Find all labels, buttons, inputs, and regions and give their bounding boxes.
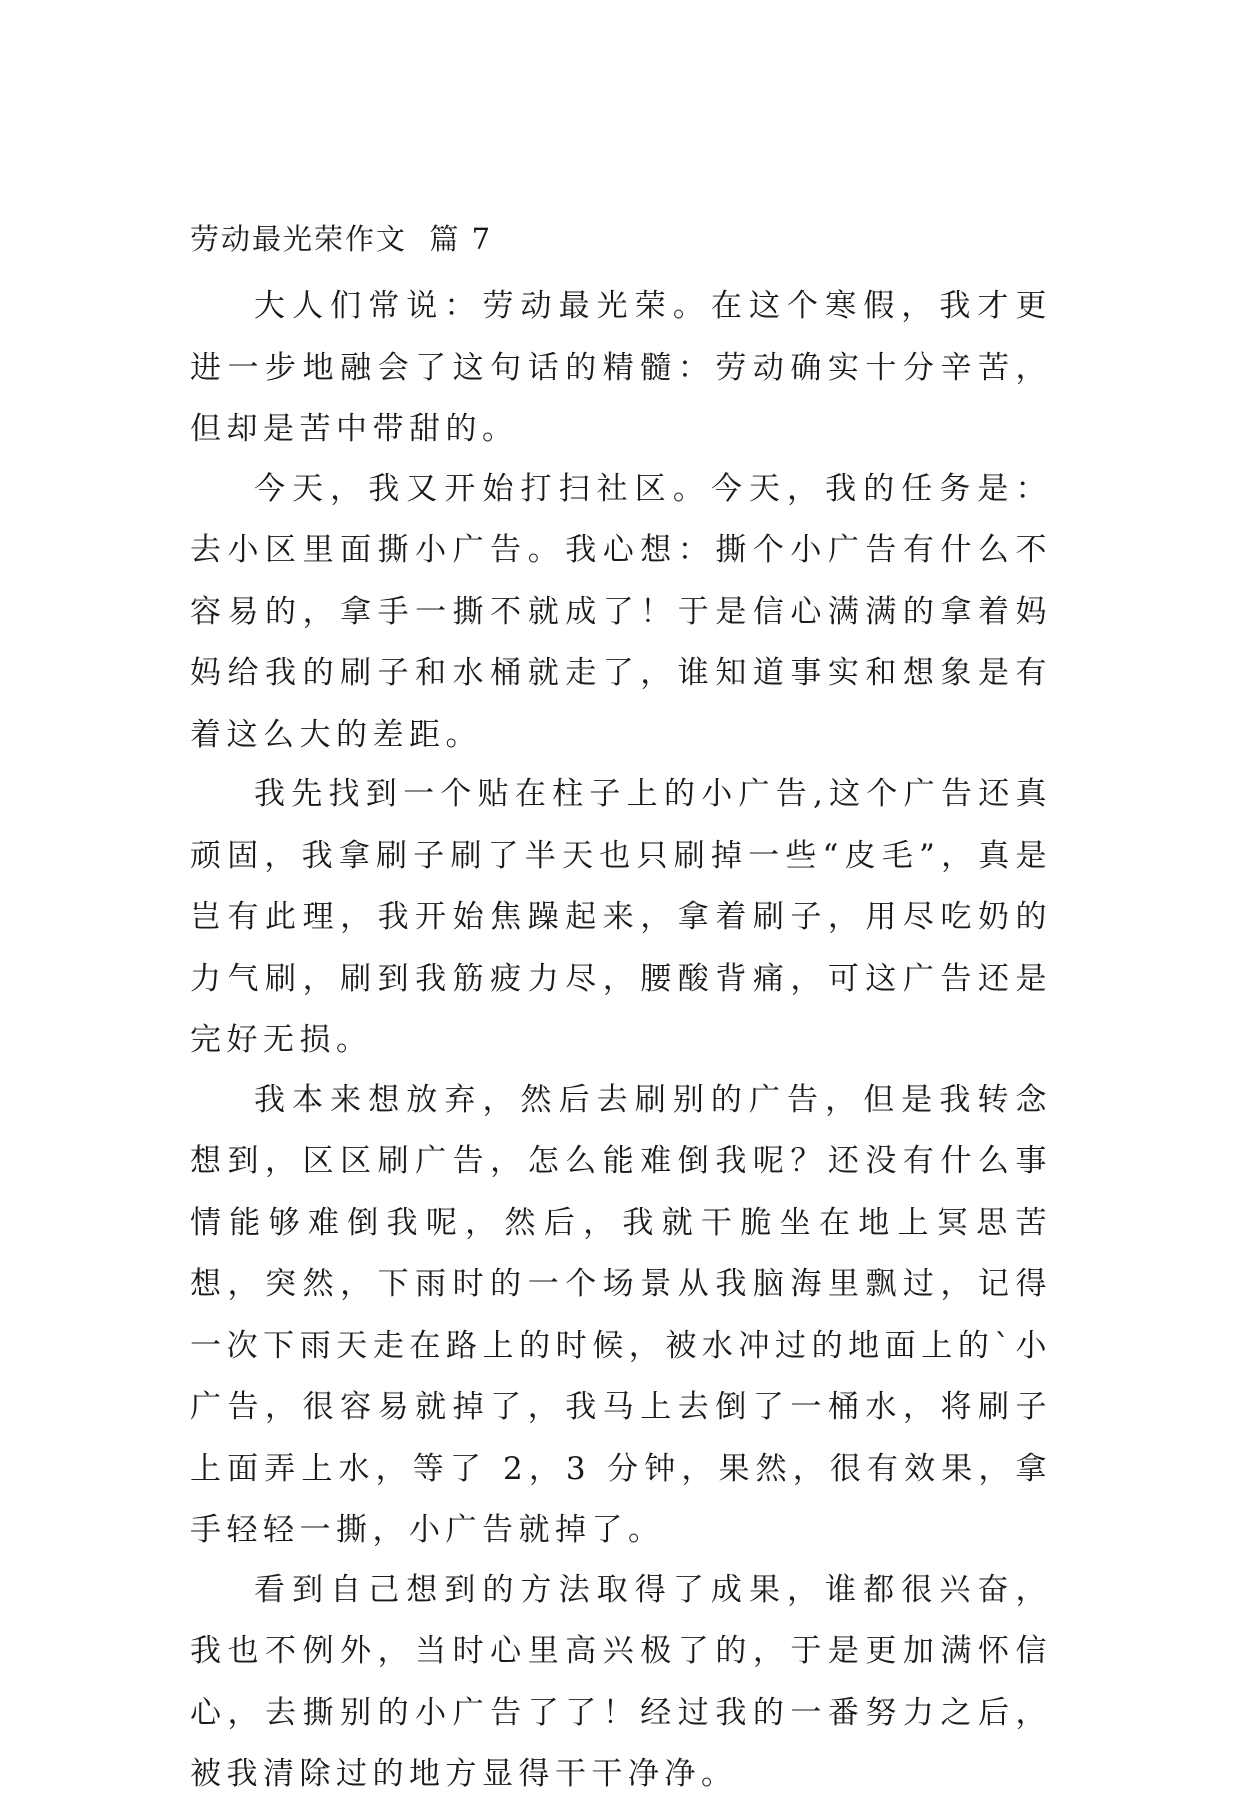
paragraph-2: 今天，我又开始打扫社区。今天，我的任务是：去小区里面撕小广告。我心想：撕个小广告有什么不容易的，拿手一撕不就成了！于是信心满满的拿着妈妈给我的刷子和水桶就走了，谁知道事实和想象是有着这么大的差距。 (190, 470, 1052, 753)
paragraph-4: 我本来想放弃，然后去刷别的广告，但是我转念想到，区区刷广告，怎么能难倒我呢？还没有什么事情能够难倒我呢，然后，我就干脆坐在地上冥思苦想，突然，下雨时的一个场景从我脑海里飘过，记得一次下雨天走在路上的时候，被水冲过的地面上的`小广告，很容易就掉了，我马上去倒了一桶水，将刷子上面弄上水，等了 2，3 分钟，果然，很有效果，拿手轻轻一撕，小广告就掉了。 (190, 1081, 1052, 1548)
document-title: 劳动最光荣作文 篇 7 (190, 222, 493, 256)
document-body (190, 222, 1052, 1804)
paragraph-3: 我先找到一个贴在柱子上的小广告,这个广告还真顽固，我拿刷子刷了半天也只刷掉一些“皮毛”，真是岂有此理，我开始焦躁起来，拿着刷子，用尽吃奶的力气刷，刷到我筋疲力尽，腰酸背痛，可这广告还是完好无损。 (190, 776, 1052, 1058)
paragraph-5: 看到自己想到的方法取得了成果，谁都很兴奋，我也不例外，当时心里高兴极了的，于是更加满怀信心，去撕别的小广告了了！经过我的一番努力之后，被我清除过的地方显得干干净净。 (190, 1571, 1052, 1792)
paragraph-1: 大人们常说：劳动最光荣。在这个寒假，我才更进一步地融会了这句话的精髓：劳动确实十分辛苦，但却是苦中带甜的。 (190, 288, 1052, 447)
